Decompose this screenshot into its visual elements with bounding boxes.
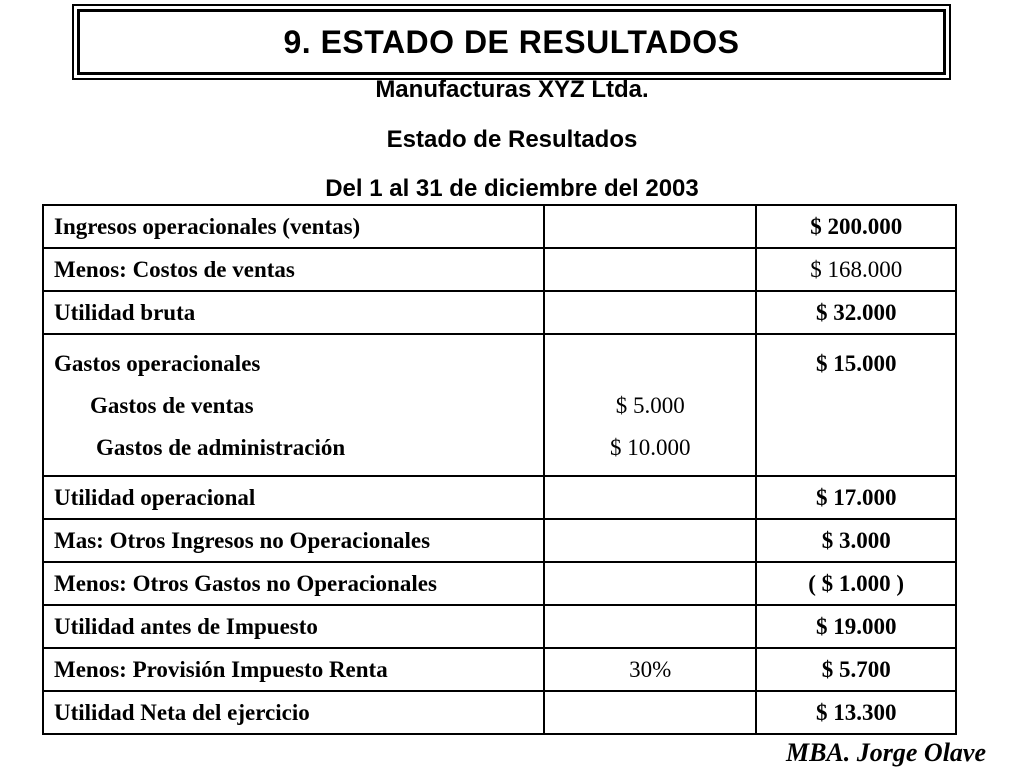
row-label: Gastos operacionales	[54, 351, 261, 376]
row-detail	[544, 291, 756, 334]
row-label: Utilidad Neta del ejercicio	[43, 691, 544, 734]
table-row	[43, 291, 956, 334]
row-detail	[544, 248, 756, 291]
row-label: Ingresos operacionales (ventas)	[43, 205, 544, 248]
row-label: Mas: Otros Ingresos no Operacionales	[43, 519, 544, 562]
row-detail	[544, 476, 756, 519]
sub-item-detail: $ 5.000	[615, 393, 685, 418]
row-total: $ 200.000	[756, 205, 956, 248]
table-row	[43, 519, 956, 562]
row-total: $ 32.000	[756, 291, 956, 334]
row-total: $ 17.000	[756, 476, 956, 519]
row-total: ( $ 1.000 )	[756, 562, 956, 605]
row-label: Utilidad operacional	[43, 476, 544, 519]
row-label-group	[43, 334, 544, 476]
row-detail-group	[544, 334, 756, 476]
statement-name: Estado de Resultados	[386, 126, 638, 153]
row-label: Menos: Provisión Impuesto Renta	[43, 648, 544, 691]
row-detail	[544, 691, 756, 734]
sub-item-label: Gastos de administración	[96, 435, 346, 460]
row-total: $ 3.000	[756, 519, 956, 562]
row-total: $ 5.700	[756, 648, 956, 691]
statement-period: Del 1 al 31 de diciembre del 2003	[325, 175, 699, 202]
title-inner-frame	[77, 9, 946, 75]
table-row	[43, 248, 956, 291]
row-label: Utilidad bruta	[43, 291, 544, 334]
table-row	[43, 334, 956, 476]
table-row	[43, 562, 956, 605]
row-detail	[544, 605, 756, 648]
row-detail	[555, 343, 745, 385]
sub-item-detail: $ 10.000	[609, 435, 691, 460]
title-frame	[72, 4, 951, 80]
row-detail	[544, 519, 756, 562]
row-total: $ 15.000	[815, 351, 897, 376]
author-signature: MBA. Jorge Olave	[785, 738, 986, 767]
row-detail	[544, 562, 756, 605]
page-title: 9. ESTADO DE RESULTADOS	[283, 23, 740, 60]
income-statement-table	[42, 204, 957, 735]
sub-item-label: Gastos de ventas	[90, 393, 254, 418]
row-label: Menos: Costos de ventas	[43, 248, 544, 291]
table-row	[43, 205, 956, 248]
company-name: Manufacturas XYZ Ltda.	[375, 76, 649, 103]
row-total-group	[756, 334, 956, 476]
table-row	[43, 691, 956, 734]
row-total: $ 13.300	[756, 691, 956, 734]
row-detail: 30%	[544, 648, 756, 691]
row-detail	[544, 205, 756, 248]
table-row	[43, 648, 956, 691]
table-row	[43, 605, 956, 648]
row-total: $ 19.000	[756, 605, 956, 648]
table-row	[43, 476, 956, 519]
row-total: $ 168.000	[756, 248, 956, 291]
row-label: Utilidad antes de Impuesto	[43, 605, 544, 648]
row-label: Menos: Otros Gastos no Operacionales	[43, 562, 544, 605]
